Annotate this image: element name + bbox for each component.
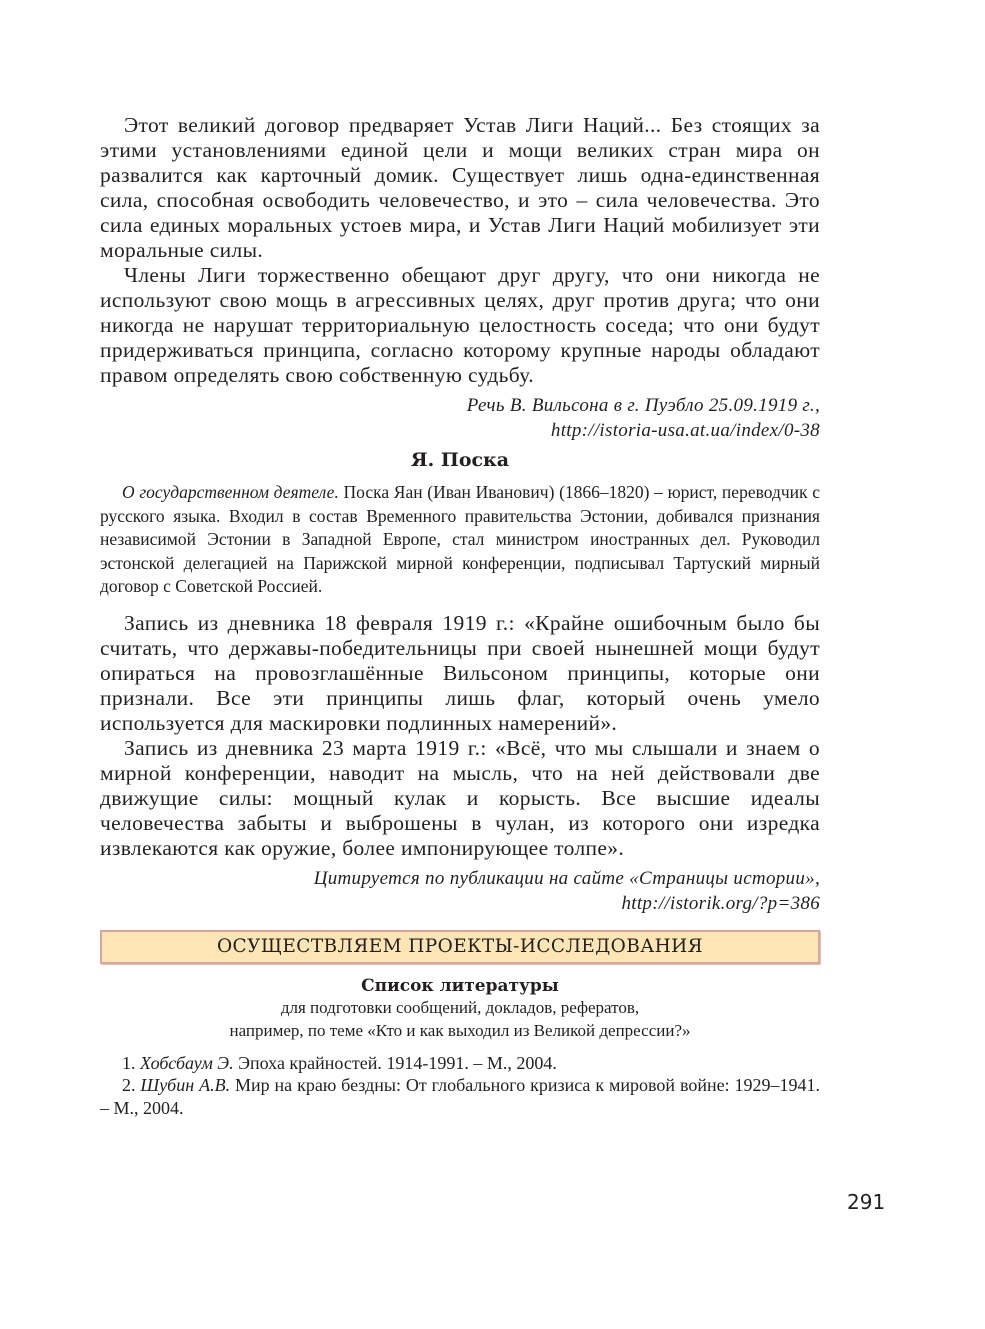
quote-paragraph: Члены Лиги торжественно обещают друг другу, что они никогда не используют свою мощь в агрессивных целях, друг против друга; что они никогда не нарушат территориальную целостность соседа; что они будут придерживаться принципа, согласно которому крупные народы обладают правом определять свою собственную судьбу. <box>100 263 820 387</box>
diary-entry: Запись из дневника 23 марта 1919 г.: «Всё, что мы слышали и знаем о мирной конференции, наводит на мысль, что на ней действовали две движущие силы: мощный кулак и корысть. Все высшие идеалы человечества забыты и выброшены в чулан, из которого они изредка извлекаются как оружие, более импонирующее толпе». <box>100 735 820 860</box>
page-content <box>100 113 820 1119</box>
section-heading: Я. Поска <box>410 449 510 471</box>
item-author: Хобсбаум Э. <box>140 1052 234 1073</box>
biography-note <box>100 481 820 599</box>
item-number: 1. <box>122 1052 140 1073</box>
item-number: 2. <box>122 1075 141 1095</box>
quote-source <box>100 393 820 443</box>
biography-lead: О государственном деятеле. <box>122 482 339 502</box>
literature-title: Список литературы <box>361 975 559 996</box>
literature-subtitle-line: для подготовки сообщений, докладов, рефератов, <box>280 997 640 1017</box>
item-text: Мир на краю бездны: От глобального кризиса к мировой войне: 1929–1941. – М., 2004. <box>100 1075 820 1118</box>
item-text: Эпоха крайностей. 1914-1991. – М., 2004. <box>233 1052 557 1073</box>
source-url: http://istoria-usa.at.ua/index/0-38 <box>550 420 820 441</box>
literature-item <box>100 1074 820 1119</box>
item-author: Шубин А.В. <box>140 1075 231 1095</box>
literature-subtitle-line: например, по теме «Кто и как выходил из Великой депрессии?» <box>229 1020 691 1040</box>
biography-text: Поска Яан (Иван Иванович) (1866–1820) – юрист, переводчик с русского языка. Входил в состав Временного правительства Эстонии, добивался признания независимой Эстонии в Западной Европе, стал министром иностранных дел. Руководил эстонской делегацией на Парижской мирной конференции, подписывал Тартуский мирный договор с Советской Россией. <box>100 482 820 596</box>
page-number: 291 <box>847 1190 886 1214</box>
source-url: http://istorik.org/?p=386 <box>621 892 820 914</box>
source-citation: Цитируется по публикации на сайте «Страницы истории», <box>313 867 820 889</box>
literature-subtitle <box>100 996 820 1042</box>
literature-item <box>100 1052 820 1075</box>
diary-source <box>100 866 820 916</box>
diary-entry: Запись из дневника 18 февраля 1919 г.: «Крайне ошибочным было бы считать, что державы-победительницы при своей нынешней мощи будут опираться на провозглашённые Вильсоном принципы, которые они признали. Все эти принципы лишь флаг, который очень умело используется для маскировки подлинных намерений». <box>100 610 820 735</box>
quote-paragraph: Этот великий договор предваряет Устав Лиги Наций... Без стоящих за этими установлениями единой цели и мощи великих стран мира он развалится как карточный домик. Существует лишь одна-единственная сила, способная освободить человечество, и это – сила человечества. Это сила единых моральных устоев мира, и Устав Лиги Наций мобилизует эти моральные силы. <box>100 113 820 262</box>
source-citation: Речь В. Вильсона в г. Пуэбло 25.09.1919 г., <box>466 395 820 416</box>
projects-banner: ОСУЩЕСТВЛЯЕМ ПРОЕКТЫ-ИССЛЕДОВАНИЯ <box>100 930 820 964</box>
